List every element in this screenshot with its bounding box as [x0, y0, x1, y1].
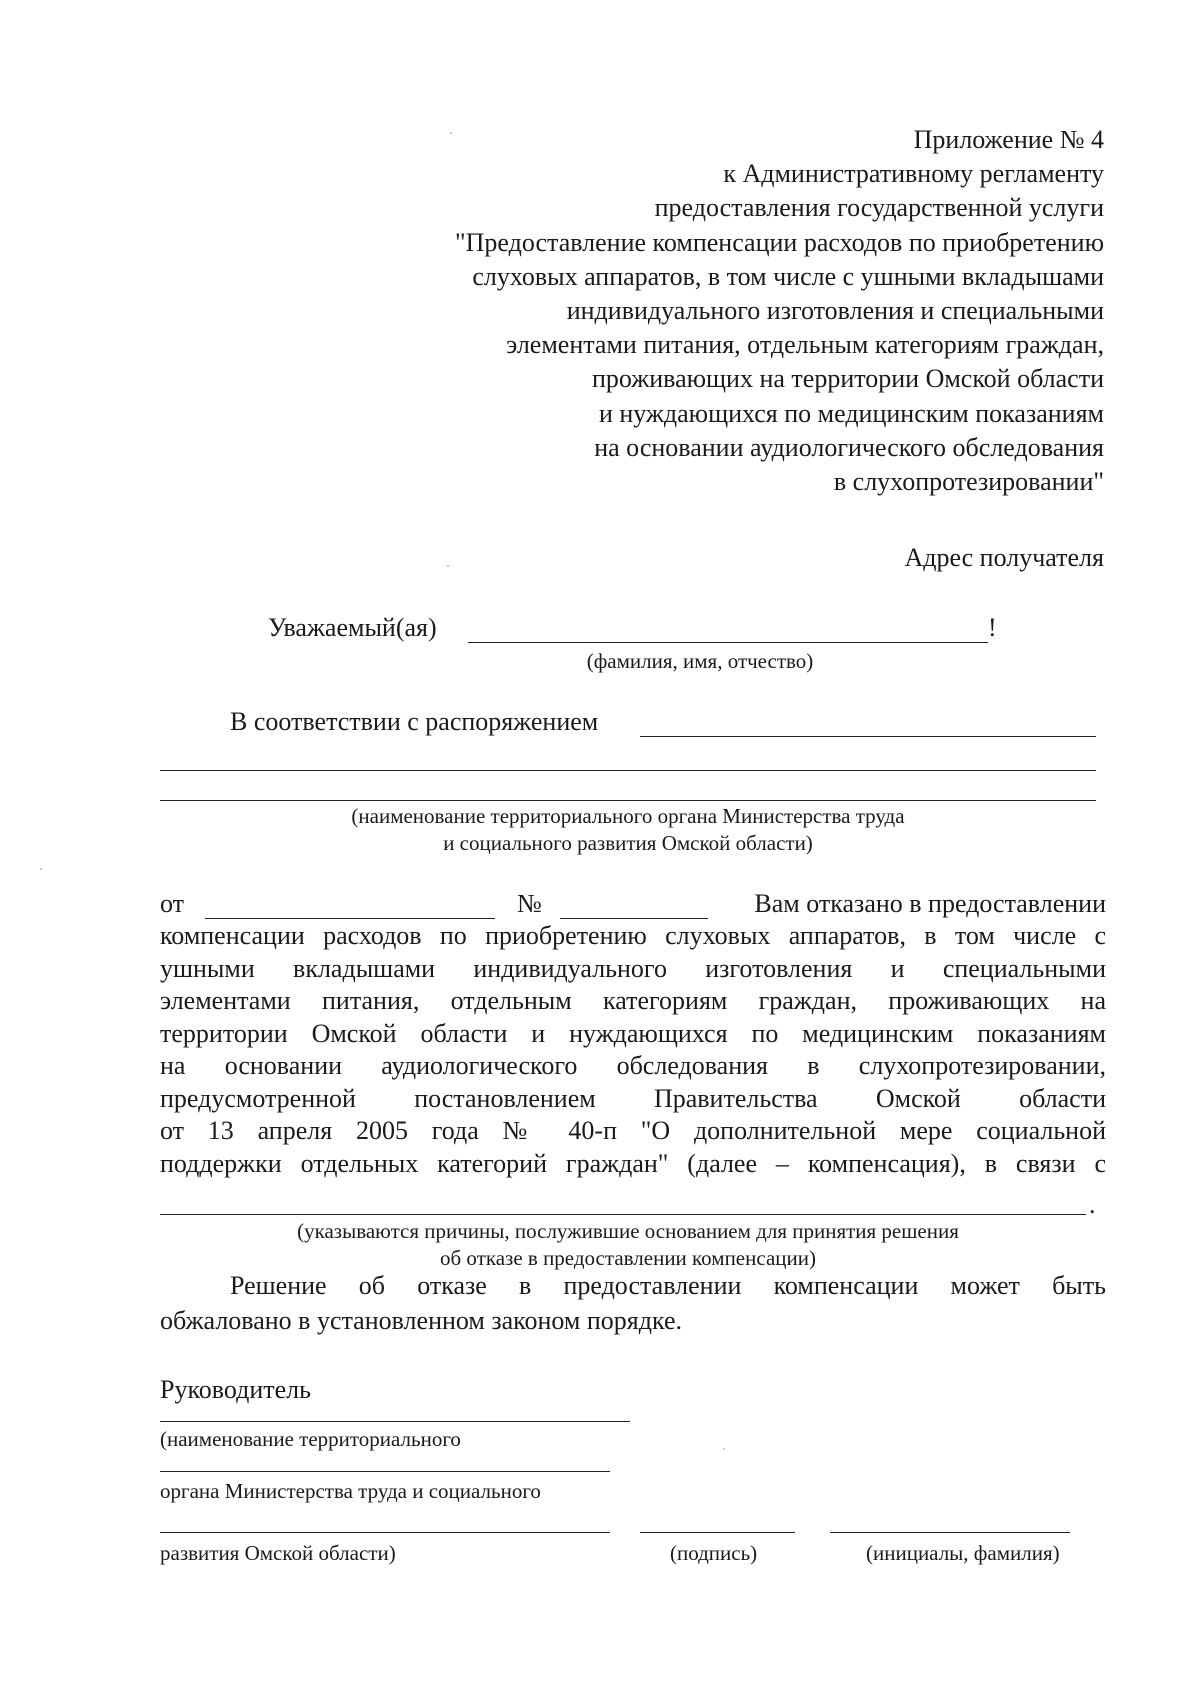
order-field-line-2[interactable] — [160, 770, 1096, 771]
org-caption-line: развития Омской области) — [160, 1541, 396, 1565]
header-line: на основании аудиологического обследования — [594, 432, 1104, 462]
refusal-paragraph — [160, 920, 1106, 1180]
paragraph-line: предусмотренной постановлением Правительства Омской области — [160, 1083, 1106, 1113]
recipient-address: Адрес получателя — [904, 543, 1104, 572]
scan-speck — [40, 868, 42, 870]
reason-field[interactable] — [160, 1214, 1086, 1215]
paragraph-line: поддержки отдельных категорий граждан" (далее – компенсация), в связи с — [160, 1148, 1106, 1178]
greeting-label: Уважаемый(ая) — [268, 613, 437, 642]
header-line: и нуждающихся по медицинским показаниям — [598, 398, 1104, 428]
refusal-line1-tail: Вам отказано в предоставлении — [754, 889, 1106, 918]
reason-caption-line: (указываются причины, послужившие основанием для принятия решения — [297, 1219, 959, 1243]
reason-caption — [160, 1218, 1096, 1272]
name-caption: (инициалы, фамилия) — [866, 1541, 1060, 1565]
name-field[interactable] — [830, 1532, 1070, 1533]
order-caption — [160, 803, 1096, 857]
paragraph-line: территории Омской области и нуждающихся по медицинским показаниям — [160, 1018, 1106, 1048]
appendix-header — [384, 123, 1104, 499]
from-label: от — [160, 889, 185, 918]
number-label: № — [517, 889, 542, 918]
scan-speck — [450, 132, 452, 134]
scan-speck — [447, 565, 449, 567]
paragraph-line: компенсации расходов по приобретению слуховых аппаратов, в том числе с — [160, 921, 1106, 950]
paragraph-line: на основании аудиологического обследования в слухопротезировании, — [160, 1051, 1106, 1080]
appeal-line: Решение об отказе в предоставлении компенсации может быть — [230, 1271, 1106, 1300]
reason-end-mark: . — [1089, 1190, 1096, 1219]
header-line: проживающих на территории Омской области — [591, 364, 1104, 394]
recipient-name-field[interactable] — [468, 642, 988, 643]
appeal-paragraph — [230, 1270, 1106, 1303]
appeal-line: обжаловано в установленном законом порядке. — [160, 1306, 682, 1335]
header-line: к Административному регламенту — [723, 159, 1104, 189]
head-title: Руководитель — [160, 1375, 311, 1404]
order-caption-line: (наименование территориального органа Министерства труда — [351, 804, 905, 828]
name-caption: (фамилия, имя, отчество) — [586, 649, 814, 673]
header-line: предоставления государственной услуги — [654, 193, 1104, 223]
order-field[interactable] — [640, 736, 1096, 737]
signature-field[interactable] — [640, 1532, 795, 1533]
order-field-line-3[interactable] — [160, 800, 1096, 801]
paragraph-line: ушными вкладышами индивидуального изготовления и специальными — [160, 953, 1106, 983]
scan-speck — [723, 1448, 725, 1450]
greeting-end-mark: ! — [988, 613, 997, 642]
org-caption-line: (наименование территориального — [160, 1427, 461, 1451]
org-field-line-2[interactable] — [160, 1471, 610, 1472]
header-line: слуховых аппаратов, в том числе с ушными вкладышами — [472, 261, 1104, 291]
paragraph-line: элементами питания, отдельным категориям граждан, проживающих на — [160, 986, 1106, 1015]
header-line: Приложение № 4 — [913, 125, 1104, 154]
header-line: элементами питания, отдельным категориям граждан, — [506, 330, 1104, 360]
order-label: В соответствии с распоряжением — [230, 707, 599, 736]
reason-caption-line: об отказе в предоставлении компенсации) — [440, 1246, 816, 1270]
number-field[interactable] — [560, 918, 708, 919]
signature-caption: (подпись) — [670, 1541, 758, 1565]
org-field-line-3[interactable] — [160, 1532, 610, 1533]
order-caption-line: и социального развития Омской области) — [443, 831, 813, 855]
date-field[interactable] — [205, 918, 495, 919]
header-line: "Предоставление компенсации расходов по приобретению — [455, 227, 1104, 257]
paragraph-line: от 13 апреля 2005 года № 40-п "О дополнительной мере социальной — [160, 1116, 1106, 1145]
header-line: в слухопротезировании" — [833, 467, 1104, 497]
org-caption-line: органа Министерства труда и социального — [160, 1479, 541, 1503]
header-line: индивидуального изготовления и специальными — [566, 296, 1104, 326]
org-field-line-1[interactable] — [160, 1421, 630, 1422]
